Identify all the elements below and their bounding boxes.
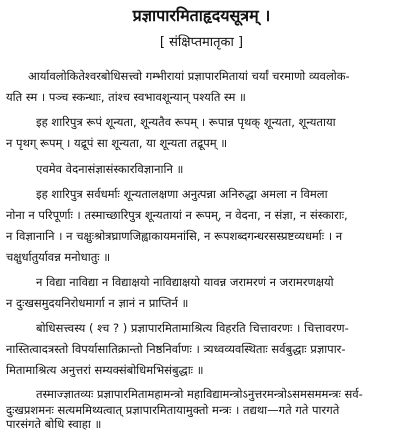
text-line: इह शारिपुत्र रूपं शून्यता, शून्यतैव रूपम् । रूपान्न पृथक् शून्यता, शून्यताया — [36, 115, 336, 129]
text-line: मितामाश्रित्य अनुत्तरां सम्यक्संबोधिमभिसंबुद्धाः ॥ — [6, 363, 204, 377]
text-line: यति स्म । पञ्च स्कन्धाः, तांश्च स्वभावशून्यान् पश्यति स्म ॥ — [6, 90, 246, 104]
text-line: न पृथग् रूपम् । यद्रूपं सा शून्यता, या शून्यता तद्रूपम् ॥ — [6, 136, 228, 150]
text-line: पारसंगते बोधि स्वाहा ॥ — [6, 417, 102, 431]
text-line: एवमेव वेदनासंज्ञासंस्कारविज्ञानानि ॥ — [36, 162, 184, 176]
text-line: इह शारिपुत्र सर्वधर्माः शून्यतालक्षणा अनुत्पन्ना अनिरुद्धा अमला न विमला — [36, 187, 328, 201]
text-line: न विद्या नाविद्या न विद्याक्षयो नाविद्याक्षयो यावन्न जरामरणं न जरामरणक्षयो — [36, 275, 334, 289]
page-subtitle: [ संक्षिप्तमातृका ] — [159, 35, 244, 50]
text-line: दुःखप्रशमनः सत्यममिथ्यत्वात् प्रज्ञापारमितायामुक्तो मन्त्रः । तद्यथा—गते गते पारगते — [6, 403, 340, 417]
text-line: नास्तित्वादत्रस्तो विपर्यासातिक्रान्तो निष्ठनिर्वाणः । त्र्यध्वव्यवस्थिताः सर्वबुद्धाः प्रज्ञापार- — [6, 342, 346, 356]
page-title: प्रज्ञापारमिताहृदयसूत्रम् । — [132, 6, 271, 25]
text-line: तस्माज्ज्ञातव्यः प्रज्ञापारमितामहामन्त्रो महाविद्यामन्त्रोऽनुत्तरमन्त्रोऽसमसममन्त्रः सर्व- — [36, 387, 363, 401]
text-line: न विज्ञानानि । न चक्षुःश्रोत्रघ्राणजिह्वाकायमनांसि, न रूपशब्दगन्धरसस्प्रष्टव्यधर्माः । न — [6, 229, 343, 243]
text-line: आर्यावलोकितेश्वरबोधिसत्त्वो गम्भीरायां प्रज्ञापारमितायां चर्यां चरमाणो व्यवलोक- — [28, 69, 350, 83]
text-line: न दुःखसमुदयनिरोधमार्गा न ज्ञानं न प्राप्तिर्न ॥ — [6, 296, 189, 310]
text-line: नोना न परिपूर्णाः । तस्माच्छारिपुत्र शून्यतायां न रूपम्, न वेदना, न संज्ञा, न संस्काराः, — [6, 208, 348, 222]
text-line: बोधिसत्त्वस्य ( श्च ? ) प्रज्ञापारमितामाश्रित्य विहरति चित्तावरणः । चित्तावरण- — [36, 321, 349, 335]
text-line: चक्षुर्धातुर्यावन्न मनोधातुः ॥ — [6, 250, 111, 264]
